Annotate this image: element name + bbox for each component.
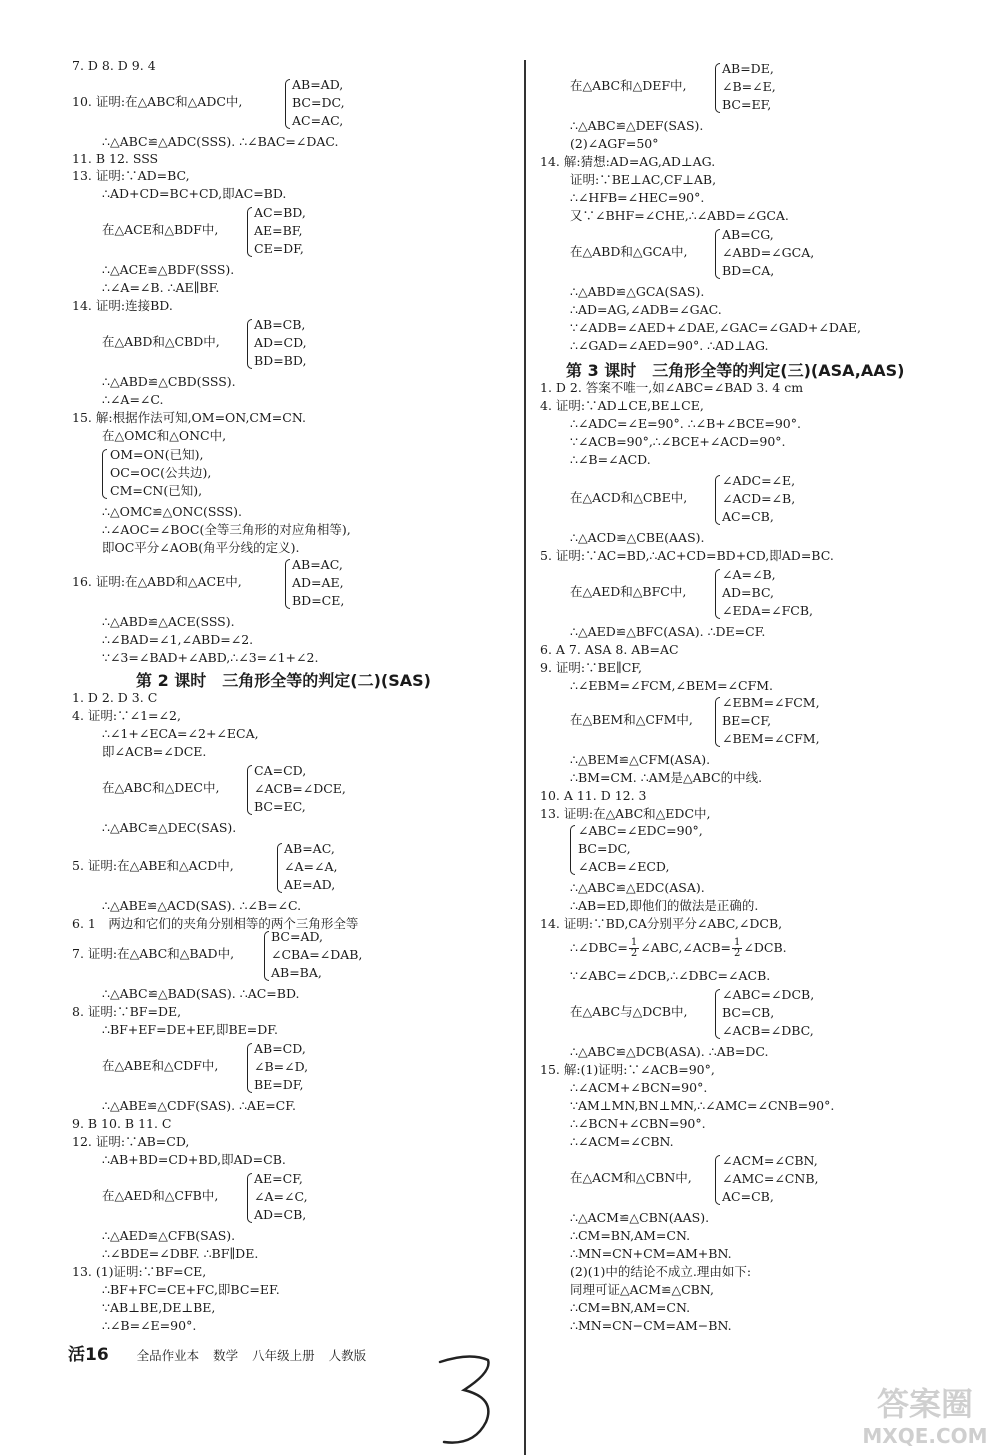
brace — [285, 559, 290, 609]
answer-line: ∴△ABD≌△CBD(SSS). — [102, 374, 236, 389]
answer-line: ∴∠A=∠C. — [102, 392, 164, 407]
brace-block — [102, 762, 502, 816]
answer-line: 6. 1 两边和它们的夹角分别相等的两个三角形全等 — [72, 916, 359, 931]
brace-prefix: 在△ABD和△GCA中, — [570, 244, 688, 259]
book-title: 全品作业本 — [136, 1348, 200, 1363]
brace-row: ∠A=∠A, — [284, 859, 338, 874]
brace-block — [102, 446, 402, 500]
brace-row: ∠ACM=∠CBN, — [722, 1153, 818, 1168]
answer-line: (2)∠AGF=50° — [570, 136, 659, 151]
answer-line: ∴△ACD≌△CBE(AAS). — [570, 530, 705, 545]
brace-prefix: 在△ABE和△CDF中, — [102, 1058, 219, 1073]
answer-line: ∴△ABC≌△DEC(SAS). — [102, 820, 237, 835]
brace-prefix: 在△ABD和△CBD中, — [102, 334, 220, 349]
brace-block — [570, 566, 990, 620]
fraction-half — [732, 938, 742, 959]
answer-line: 12. 证明:∵AB=CD, — [72, 1134, 190, 1149]
answer-line: 10. A 11. D 12. 3 — [540, 788, 647, 803]
brace — [715, 989, 720, 1039]
answer-line: (2)(1)中的结论不成立.理由如下: — [570, 1264, 752, 1279]
brace — [285, 79, 290, 129]
brace-prefix: 在△AED和△CFB中, — [102, 1188, 219, 1203]
brace-block — [570, 986, 990, 1040]
fraction-numerator: 1 — [630, 937, 638, 948]
brace-row: AE=BF, — [254, 223, 303, 238]
brace-row: ∠B=∠D, — [254, 1059, 309, 1074]
brace-row: ∠CBA=∠DAB, — [271, 947, 363, 962]
brace-block — [570, 472, 990, 526]
answer-line: ∴△ABE≌△ACD(SAS). ∴∠B=∠C. — [102, 898, 302, 913]
subject-label: 数学 — [213, 1348, 239, 1363]
brace — [715, 697, 720, 747]
answer-line: ∵∠3=∠BAD+∠ABD,∴∠3=∠1+∠2. — [102, 650, 319, 665]
brace-row: ∠ABD=∠GCA, — [722, 245, 815, 260]
answer-line: ∴∠ADC=∠E=90°. ∴∠B+∠BCE=90°. — [570, 416, 801, 431]
answer-line: 1. D 2. 答案不唯一,如∠ABC=∠BAD 3. 4 cm — [540, 380, 804, 395]
brace-row: ∠A=∠B, — [722, 567, 776, 582]
answer-line: 14. 解:猜想:AD=AG,AD⊥AG. — [540, 154, 716, 169]
brace-prefix: 在△ABC和△DEC中, — [102, 780, 220, 795]
brace-prefix: 在△AED和△BFC中, — [570, 584, 687, 599]
answer-line: 14. 证明:连接BD. — [72, 298, 173, 313]
answer-line: ∴CM=BN,AM=CN. — [570, 1228, 691, 1243]
brace-row: BC=CB, — [722, 1005, 775, 1020]
brace-block — [570, 694, 990, 748]
brace-row: AB=AD, — [292, 77, 344, 92]
column-divider — [524, 60, 526, 1455]
brace — [715, 1155, 720, 1205]
answer-line: ∴∠BAD=∠1,∠ABD=∠2. — [102, 632, 254, 647]
brace-row: ∠BEM=∠CFM, — [722, 731, 820, 746]
brace-row: BD=BD, — [254, 353, 307, 368]
answer-line: ∴△OMC≌△ONC(SSS). — [102, 504, 242, 519]
answer-line: 13. 证明:∵AD=BC, — [72, 168, 190, 183]
brace — [247, 319, 252, 369]
answer-line: 14. 证明:∵BD,CA分别平分∠ABC,∠DCB, — [540, 916, 783, 931]
answer-line: ∴△BEM≌△CFM(ASA). — [570, 752, 711, 767]
answer-line: ∴△ABC≌△BAD(SAS). ∴AC=BD. — [102, 986, 300, 1001]
brace-prefix: 在△ACM和△CBN中, — [570, 1170, 692, 1185]
answer-line: ∴∠A=∠B. ∴AE∥BF. — [102, 280, 220, 295]
brace — [715, 475, 720, 525]
brace-row: BC=EF, — [722, 97, 772, 112]
brace-row: ∠A=∠C, — [254, 1189, 308, 1204]
watermark-top-text: 答案圈 — [876, 1385, 974, 1423]
fraction-denominator: 2 — [630, 948, 638, 959]
handwritten-scribble-icon — [430, 1350, 510, 1450]
brace-row: CE=DF, — [254, 241, 304, 256]
brace-row: AD=AE, — [292, 575, 344, 590]
brace-row: AB=CG, — [722, 227, 774, 242]
brace-prefix: 在△ABC和△DEF中, — [570, 78, 687, 93]
brace-row: BC=EC, — [254, 799, 306, 814]
answer-line: 4. 证明:∵∠1=∠2, — [72, 708, 181, 723]
brace-row: ∠ACD=∠B, — [722, 491, 796, 506]
brace-row: AB=DE, — [722, 61, 774, 76]
brace-row: ∠AMC=∠CNB, — [722, 1171, 819, 1186]
answer-line: ∴BF+FC=CE+FC,即BC=EF. — [102, 1282, 280, 1297]
answer-line: ∴∠EBM=∠FCM,∠BEM=∠CFM. — [570, 678, 774, 693]
page-number: 活16 — [68, 1345, 109, 1365]
brace-row: AE=AD, — [284, 877, 336, 892]
answer-line: ∴△ABE≌△CDF(SAS). ∴AE=CF. — [102, 1098, 296, 1113]
answer-line: ∴△ACM≌△CBN(AAS). — [570, 1210, 710, 1225]
brace — [247, 207, 252, 257]
brace — [247, 1173, 252, 1223]
brace-block — [102, 1170, 502, 1224]
brace-row: AC=BD, — [254, 205, 306, 220]
brace-row: AB=BA, — [271, 965, 322, 980]
brace-block — [570, 226, 990, 280]
brace-row: AB=CD, — [254, 1041, 306, 1056]
edition-label: 人教版 — [328, 1348, 367, 1363]
section-heading: 第 3 课时 三角形全等的判定(三)(ASA,AAS) — [566, 361, 905, 380]
brace-row: ∠B=∠E, — [722, 79, 776, 94]
brace-row: OC=OC(公共边), — [110, 465, 212, 480]
fraction-line — [570, 936, 787, 960]
brace-block — [570, 1152, 990, 1206]
brace — [102, 449, 107, 499]
brace-prefix: 7. 证明:在△ABC和△BAD中, — [72, 946, 235, 961]
brace-row: AC=CB, — [722, 1189, 774, 1204]
brace-prefix: 在△ACD和△CBE中, — [570, 490, 688, 505]
watermark-bottom-text: MXQE.COM — [862, 1424, 988, 1448]
answer-line: 7. D 8. D 9. 4 — [72, 58, 156, 73]
brace — [715, 569, 720, 619]
answer-line: ∴△ABC≌△EDC(ASA). — [570, 880, 705, 895]
section-heading: 第 2 课时 三角形全等的判定(二)(SAS) — [136, 671, 431, 690]
brace-prefix: 在△ABC与△DCB中, — [570, 1004, 688, 1019]
answer-line: ∵∠ADB=∠AED+∠DAE,∠GAC=∠GAD+∠DAE, — [570, 320, 862, 335]
answer-line: ∴△AED≌△BFC(ASA). ∴DE=CF. — [570, 624, 766, 639]
brace-row: BD=CE, — [292, 593, 345, 608]
answer-line: ∴△ABC≌△DEF(SAS). — [570, 118, 704, 133]
fraction-numerator: 1 — [734, 937, 741, 948]
answer-line: ∴CM=BN,AM=CN. — [570, 1300, 691, 1315]
answer-line: 13. (1)证明:∵BF=CE, — [72, 1264, 207, 1279]
brace-row: BE=DF, — [254, 1077, 304, 1092]
answer-line: ∴△ACE≌△BDF(SSS). — [102, 262, 235, 277]
answer-line: ∵∠ABC=∠DCB,∴∠DBC=∠ACB. — [570, 968, 771, 983]
answer-line: ∴∠ACM=∠CBN. — [570, 1134, 674, 1149]
answer-line: 即∠ACB=∠DCE. — [102, 744, 207, 759]
brace-row: AD=CD, — [254, 335, 307, 350]
brace — [264, 931, 269, 981]
answer-line: 8. 证明:∵BF=DE, — [72, 1004, 182, 1019]
answer-line: ∴AD+CD=BC+CD,即AC=BD. — [102, 186, 287, 201]
brace-row: ∠EBM=∠FCM, — [722, 695, 820, 710]
answer-line: 13. 证明:在△ABC和△EDC中, — [540, 806, 711, 821]
answer-line: ∴∠BCN+∠CBN=90°. — [570, 1116, 706, 1131]
brace-block — [72, 556, 512, 610]
answer-line: ∴∠1+∠ECA=∠2+∠ECA, — [102, 726, 259, 741]
brace-prefix: 在△ACE和△BDF中, — [102, 222, 219, 237]
brace-prefix: 在△BEM和△CFM中, — [570, 712, 693, 727]
answer-line: ∴∠B=∠E=90°. — [102, 1318, 197, 1333]
brace — [277, 843, 282, 893]
answer-line: ∴△AED≌△CFB(SAS). — [102, 1228, 236, 1243]
fraction-half — [629, 938, 639, 959]
brace-row: BC=DC, — [292, 95, 345, 110]
answer-line: ∴BM=CM. ∴AM是△ABC的中线. — [570, 770, 763, 785]
watermark-logo-icon — [855, 1375, 995, 1450]
answer-line: ∵AB⊥BE,DE⊥BE, — [102, 1300, 216, 1315]
answer-line: ∴AB=ED,即他们的做法是正确的. — [570, 898, 759, 913]
brace-block — [570, 60, 990, 114]
answer-line: 5. 证明:∵AC=BD,∴AC+CD=BD+CD,即AD=BC. — [540, 548, 834, 563]
answer-line: 15. 解:(1)证明:∵∠ACB=90°, — [540, 1062, 715, 1077]
brace-row: ∠ACB=∠DBC, — [722, 1023, 814, 1038]
brace — [247, 1043, 252, 1093]
brace-row: AC=CB, — [722, 509, 774, 524]
brace-row: BD=CA, — [722, 263, 775, 278]
fraction-line-part: ∠DCB. — [743, 940, 787, 955]
brace-row: BE=CF, — [722, 713, 772, 728]
brace — [715, 63, 720, 113]
brace-prefix: 10. 证明:在△ABC和△ADC中, — [72, 94, 243, 109]
brace-row: ∠ACB=∠ECD, — [578, 859, 670, 874]
answer-line: ∴AB+BD=CD+BD,即AD=CB. — [102, 1152, 286, 1167]
brace-prefix: 16. 证明:在△ABD和△ACE中, — [72, 574, 242, 589]
brace-row: AB=AC, — [292, 557, 343, 572]
brace — [715, 229, 720, 279]
answer-line: 15. 解:根据作法可知,OM=ON,CM=CN. — [72, 410, 306, 425]
answer-line: 6. A 7. ASA 8. AB=AC — [540, 642, 679, 657]
brace-row: ∠ABC=∠DCB, — [722, 987, 815, 1002]
answer-line: ∴MN=CN+CM=AM+BN. — [570, 1246, 732, 1261]
page-footer — [68, 1340, 376, 1365]
brace-row: CM=CN(已知), — [110, 483, 203, 498]
answer-line: ∴AD=AG,∠ADB=∠GAC. — [570, 302, 722, 317]
answer-line: ∴∠BDE=∠DBF. ∴BF∥DE. — [102, 1246, 259, 1261]
answer-line: 11. B 12. SSS — [72, 151, 159, 166]
answer-line: ∴∠ACM+∠BCN=90°. — [570, 1080, 708, 1095]
brace-row: OM=ON(已知), — [110, 447, 204, 462]
answer-line: ∴BF+EF=DE+EF,即BE=DF. — [102, 1022, 279, 1037]
brace-row: BC=AD, — [271, 929, 324, 944]
answer-line: 4. 证明:∵AD⊥CE,BE⊥CE, — [540, 398, 704, 413]
answer-line: 证明:∵BE⊥AC,CF⊥AB, — [570, 172, 717, 187]
answer-line: ∴∠HFB=∠HEC=90°. — [570, 190, 705, 205]
answer-line: ∴△ABC≌△ADC(SSS). ∴∠BAC=∠DAC. — [102, 134, 339, 149]
brace-row: ∠ABC=∠EDC=90°, — [578, 823, 703, 838]
answer-line: ∴△ABD≌△GCA(SAS). — [570, 284, 705, 299]
answer-line: ∴△ABC≌△DCB(ASA). ∴AB=DC. — [570, 1044, 769, 1059]
fraction-line-part: ∠ABC,∠ACB= — [640, 940, 732, 955]
brace-prefix: 5. 证明:在△ABE和△ACD中, — [72, 858, 234, 873]
brace-row: AD=BC, — [722, 585, 775, 600]
grade-label: 八年级上册 — [252, 1348, 315, 1363]
answer-line: 即OC平分∠AOB(角平分线的定义). — [102, 540, 300, 555]
brace-block — [570, 822, 870, 876]
answer-line: 同理可证△ACM≌△CBN, — [570, 1282, 714, 1297]
brace-block — [102, 204, 502, 258]
brace-row: AD=CB, — [254, 1207, 307, 1222]
answer-line: ∴∠AOC=∠BOC(全等三角形的对应角相等), — [102, 522, 351, 537]
answer-line: ∴∠GAD=∠AED=90°. ∴AD⊥AG. — [570, 338, 769, 353]
brace-row: BC=DC, — [578, 841, 631, 856]
brace-row: AB=AC, — [284, 841, 335, 856]
answer-line: 又∵∠BHF=∠CHE,∴∠ABD=∠GCA. — [570, 208, 789, 223]
brace — [570, 825, 575, 875]
answer-line: 9. 证明:∵BE∥CF, — [540, 660, 642, 675]
answer-line: ∵AM⊥MN,BN⊥MN,∴∠AMC=∠CNB=90°. — [570, 1098, 835, 1113]
answer-line: 在△OMC和△ONC中, — [102, 428, 227, 443]
brace-row: AC=AC, — [292, 113, 344, 128]
brace-row: AE=CF, — [254, 1171, 303, 1186]
fraction-line-part: ∴∠DBC= — [570, 940, 628, 955]
brace-block — [102, 1040, 502, 1094]
answer-line: ∴MN=CN−CM=AM−BN. — [570, 1318, 732, 1333]
brace-row: AB=CB, — [254, 317, 306, 332]
brace-block — [72, 840, 512, 894]
answer-line: ∴∠B=∠ACD. — [570, 452, 651, 467]
brace-row: ∠EDA=∠FCB, — [722, 603, 813, 618]
answer-line: 9. B 10. B 11. C — [72, 1116, 172, 1131]
brace-row: CA=CD, — [254, 763, 307, 778]
brace-block — [72, 928, 512, 982]
brace-block — [102, 316, 502, 370]
brace — [247, 765, 252, 815]
answer-line: ∴△ABD≌△ACE(SSS). — [102, 614, 235, 629]
brace-block — [72, 76, 512, 130]
brace-row: ∠ACB=∠DCE, — [254, 781, 346, 796]
fraction-denominator: 2 — [734, 948, 741, 959]
answer-line: 1. D 2. D 3. C — [72, 690, 158, 705]
answer-line: ∵∠ACB=90°,∴∠BCE+∠ACD=90°. — [570, 434, 786, 449]
brace-row: ∠ADC=∠E, — [722, 473, 796, 488]
